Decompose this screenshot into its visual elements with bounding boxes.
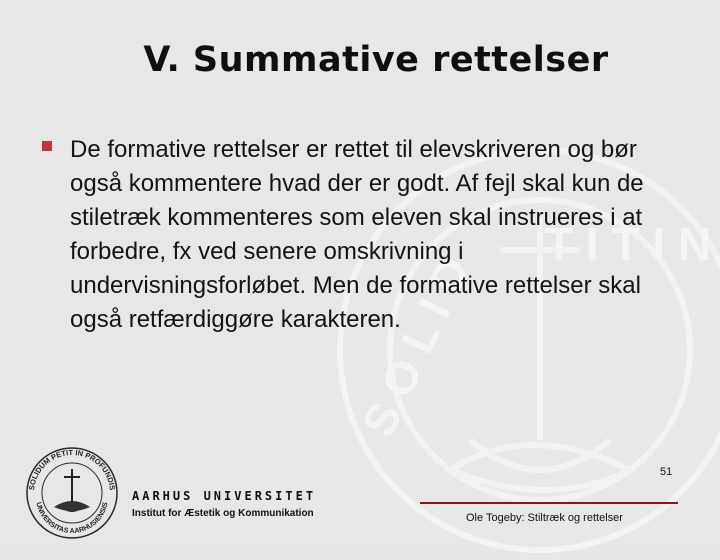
bullet-text: De formative rettelser er rettet til elevskriveren og bør også kommentere hvad der er godt. Af fejl skal kun de stiletræk kommenteres som eleven skal instrueres i at forbedre, fx ved senere omskrivning i undervisningsforløbet. Men de formative rettelser skal også retfærdiggøre karakteren. — [70, 136, 644, 333]
institute-name: Institut for Æstetik og Kommunikation — [132, 508, 314, 519]
footer-divider — [420, 502, 678, 504]
svg-text:T I T I N: T I T I N — [545, 218, 712, 270]
svg-text:S O L I D: S O L I D — [351, 249, 480, 445]
slide-title: V. Summative rettelser — [143, 40, 609, 80]
seal-text-bottom: UNIVERSITAS AARHUSIENSIS — [34, 501, 110, 536]
footer-author-line: Ole Togeby: Stiltræk og rettelser — [466, 512, 623, 524]
page-number: 51 — [660, 466, 673, 478]
seal-text-top: SOLIDUM PETIT IN PROFUNDIS — [27, 447, 117, 491]
bullet-square-icon — [42, 141, 52, 151]
university-name: AARHUS UNIVERSITET — [132, 489, 317, 503]
university-seal-icon — [24, 445, 120, 541]
